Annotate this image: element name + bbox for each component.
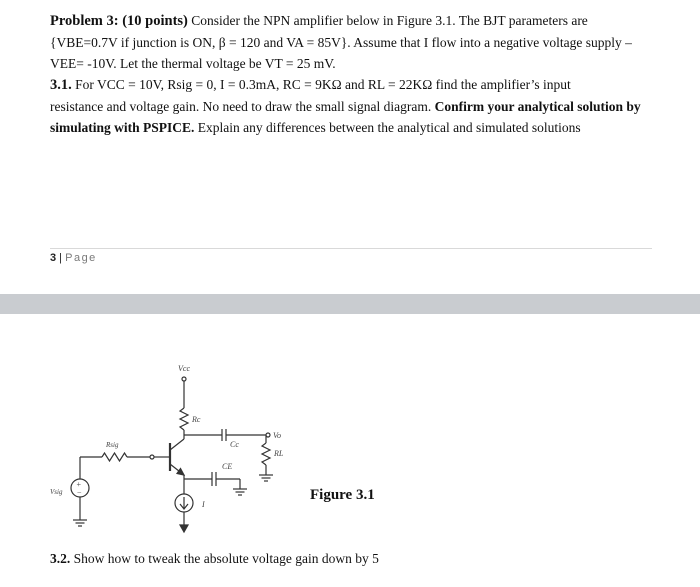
page-gap xyxy=(0,294,700,314)
part1-line-3 xyxy=(50,117,660,138)
label-rc: Rc xyxy=(192,415,201,424)
page-number: 3 xyxy=(50,252,57,264)
problem-line-1 xyxy=(50,10,660,32)
page-footer xyxy=(50,252,97,264)
label-rl: RL xyxy=(274,449,284,458)
part1-line-2-bold: Confirm your analytical solution by xyxy=(434,99,641,114)
label-current: I xyxy=(202,500,205,509)
vsig-minus: − xyxy=(77,488,82,497)
label-ce: CE xyxy=(222,462,233,471)
problem-params: {VBE=0.7V if junction is ON, β = 120 and VA = 85V}. Assume that I flow into a negative voltage supply – xyxy=(50,35,632,50)
problem-supply: VEE= -10V. Let the thermal voltage be VT = 25 mV. xyxy=(50,56,336,71)
page-separator: | xyxy=(56,252,66,264)
problem-intro: Consider the NPN amplifier below in Figure 3.1. The BJT parameters are xyxy=(191,13,588,28)
part1-line-3-text: Explain any differences between the analytical and simulated solutions xyxy=(194,120,581,135)
label-vsig: Vsig xyxy=(50,488,63,496)
part2-number: 3.2. xyxy=(50,551,71,566)
part1-line-2 xyxy=(50,96,660,117)
part1-text: For VCC = 10V, Rsig = 0, I = 0.3mA, RC = 9KΩ and RL = 22KΩ find the amplifier’s input xyxy=(75,77,571,92)
bjt-collector xyxy=(170,439,184,450)
part2-text: Show how to tweak the absolute voltage gain down by 5 xyxy=(73,551,379,566)
vsig-plus: + xyxy=(76,480,82,489)
label-rsig: Rsig xyxy=(106,441,119,449)
rc-resistor-icon xyxy=(180,408,188,430)
rl-resistor-icon xyxy=(262,443,270,465)
label-vo: Vo xyxy=(273,431,281,440)
part1-line-1 xyxy=(50,74,660,96)
problem-statement xyxy=(50,10,660,138)
part1-line-2-text: resistance and voltage gain. No need to draw the small signal diagram. xyxy=(50,99,435,114)
part1-number: 3.1. xyxy=(50,77,72,93)
part2-question xyxy=(50,551,379,567)
rsig-resistor-icon xyxy=(102,453,127,461)
label-vcc: Vcc xyxy=(178,364,190,373)
problem-title: Problem 3: (10 points) xyxy=(50,13,188,29)
page-word: Page xyxy=(65,252,97,264)
amplifier-circuit-diagram xyxy=(40,355,320,545)
footer-divider xyxy=(50,248,652,249)
label-cc: Cc xyxy=(230,440,239,449)
figure-caption: Figure 3.1 xyxy=(310,487,375,503)
part1-line-3-bold: simulating with PSPICE. xyxy=(50,120,195,135)
